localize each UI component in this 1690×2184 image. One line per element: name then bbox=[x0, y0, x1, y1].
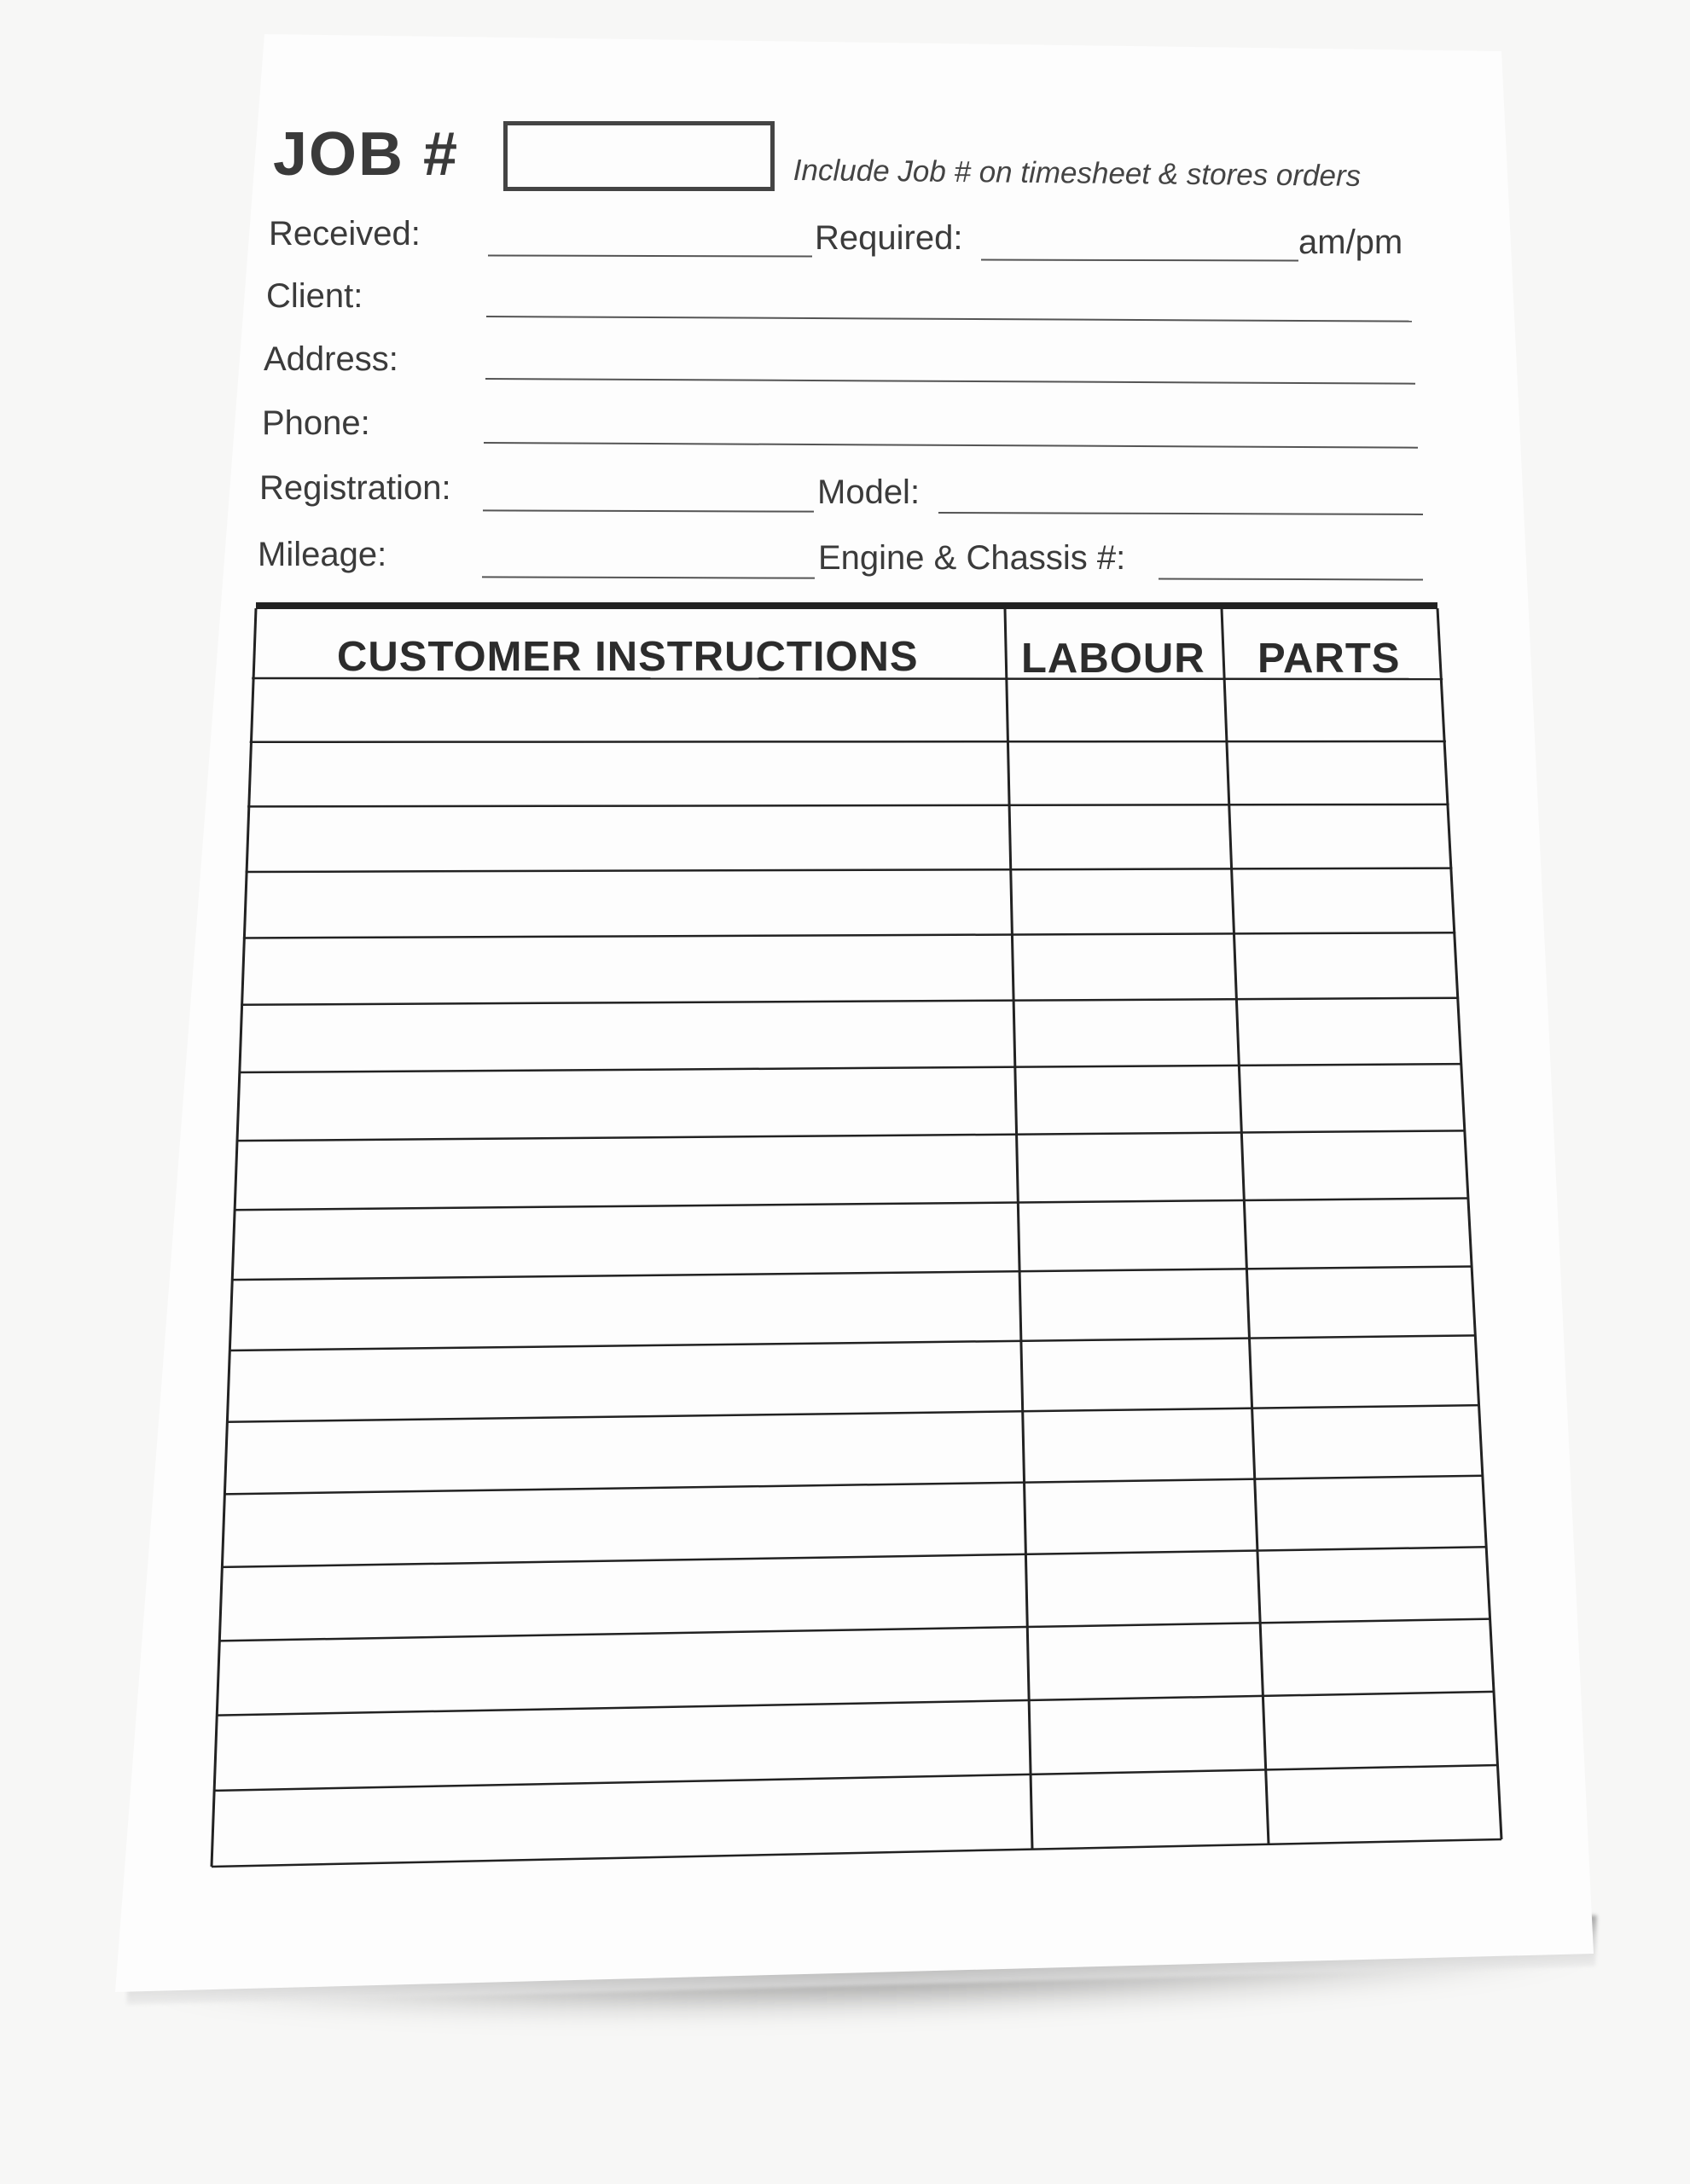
table-row-line bbox=[246, 868, 1453, 872]
engine-chassis-label: Engine & Chassis #: bbox=[818, 539, 1126, 577]
table-row-line bbox=[241, 998, 1459, 1005]
table-row-line bbox=[243, 932, 1455, 938]
mileage-label: Mileage: bbox=[258, 536, 387, 573]
required-label: Required: bbox=[815, 219, 963, 257]
table-row-line bbox=[222, 1547, 1487, 1567]
parts-header: PARTS bbox=[1257, 636, 1401, 682]
table-column-divider bbox=[1222, 608, 1269, 1844]
labour-header: LABOUR bbox=[1021, 636, 1205, 682]
customer-instructions-header: CUSTOMER INSTRUCTIONS bbox=[337, 634, 919, 680]
table-row-line bbox=[231, 1266, 1472, 1280]
table-row-line bbox=[227, 1405, 1480, 1422]
table-row-line bbox=[219, 1619, 1490, 1641]
table-row-line bbox=[229, 1335, 1477, 1350]
table-row-line bbox=[217, 1692, 1494, 1716]
received-label: Received: bbox=[269, 215, 421, 253]
phone-label: Phone: bbox=[262, 404, 370, 442]
table-row-line bbox=[239, 1064, 1462, 1072]
table-row-line bbox=[214, 1765, 1498, 1791]
table-column-divider bbox=[1005, 608, 1032, 1850]
model-label: Model: bbox=[817, 473, 920, 511]
registration-label: Registration: bbox=[259, 469, 451, 507]
address-label: Address: bbox=[264, 340, 398, 378]
table-right-border bbox=[1437, 608, 1501, 1839]
table-row-line bbox=[236, 1130, 1466, 1141]
table-row-line bbox=[250, 741, 1446, 742]
table-row-line bbox=[234, 1198, 1469, 1210]
job-number-note: Include Job # on timesheet & stores orders bbox=[793, 154, 1362, 193]
table-left-border bbox=[212, 608, 256, 1867]
job-number-label: JOB # bbox=[273, 120, 460, 189]
client-label: Client: bbox=[266, 277, 363, 315]
ampm-label: am/pm bbox=[1298, 224, 1403, 261]
table-row-line bbox=[247, 804, 1449, 807]
table-row-line bbox=[224, 1476, 1484, 1495]
table-row-line bbox=[212, 1839, 1501, 1867]
